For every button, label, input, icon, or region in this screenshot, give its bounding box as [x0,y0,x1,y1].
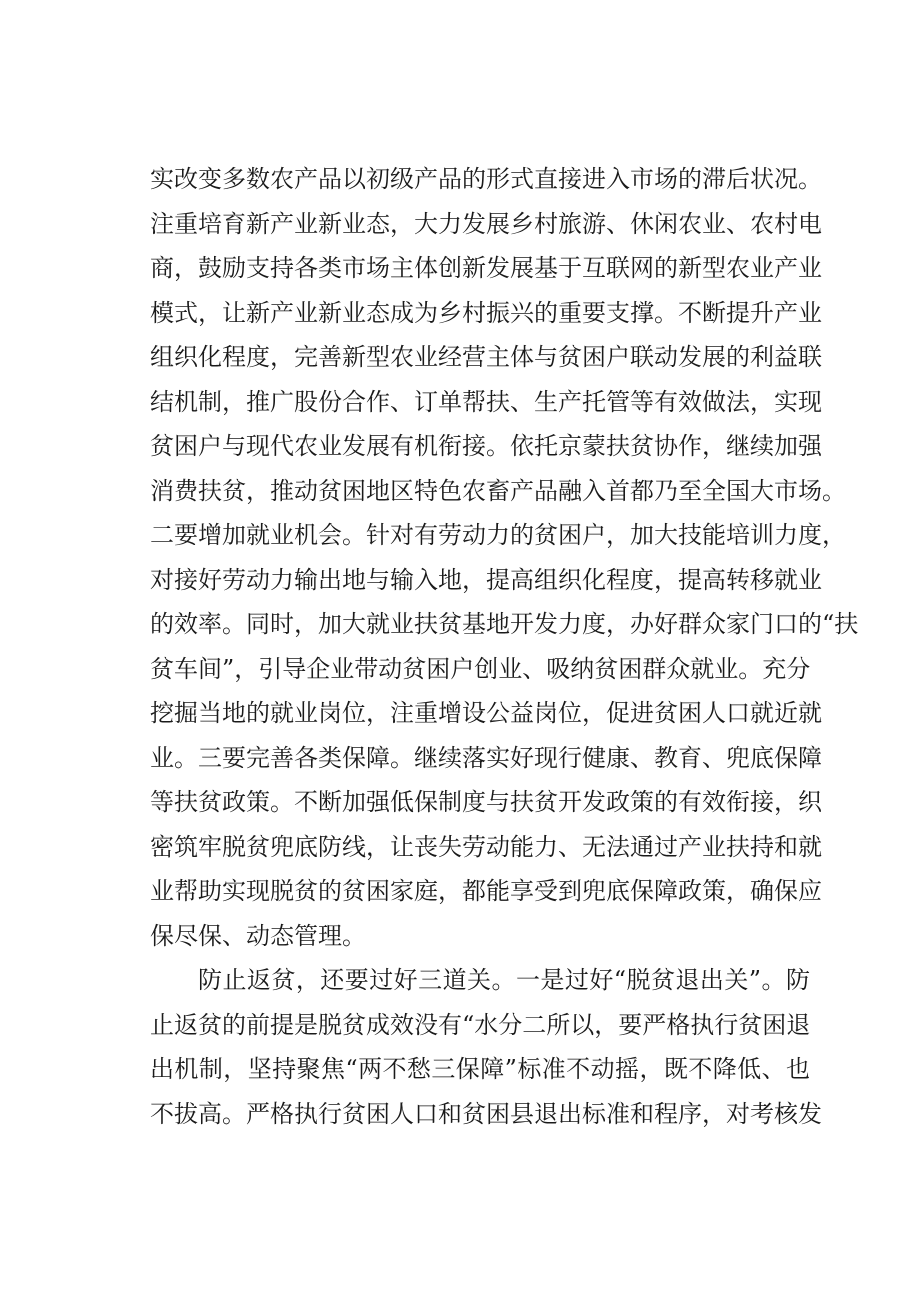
text-line: 密筑牢脱贫兜底防线，让丧失劳动能力、无法通过产业扶持和就 [150,832,822,861]
text-line: 模式，让新产业新业态成为乡村振兴的重要支撑。不断提升产业 [150,298,822,327]
text-line: 贫车间”，引导企业带动贫困户创业、吸纳贫困群众就业。充分 [150,654,811,683]
text-line: 挖掘当地的就业岗位，注重增设公益岗位，促进贫困人口就近就 [150,699,822,727]
text-line: 注重培育新产业新业态，大力发展乡村旅游、休闲农业、农村电 [150,209,822,238]
text-line: 止返贫的前提是脱贫成效没有“水分二所以，要严格执行贫困退 [150,1010,811,1039]
text-line: 对接好劳动力输出地与输入地，提高组织化程度，提高转移就业 [150,565,822,594]
text-line: 商，鼓励支持各类市场主体创新发展基于互联网的新型农业产业 [150,254,822,282]
text-line: 出机制，坚持聚焦“两不愁三保障”标准不动摇，既不降低、也 [150,1055,810,1083]
text-line: 消费扶贫，推动贫困地区特色农畜产品融入首都乃至全国大市场。 [150,476,846,505]
text-line: 防止返贫，还要过好三道关。一是过好“脱贫退出关”。防 [198,966,810,994]
text-line: 实改变多数农产品以初级产品的形式直接进入市场的滞后状况。 [150,165,822,193]
text-line: 结机制，推广股份合作、订单帮扶、生产托管等有效做法，实现 [150,387,822,416]
text-line: 不拔高。严格执行贫困人口和贫困县退出标准和程序，对考核发 [150,1099,822,1128]
paragraph-2 [150,958,822,1136]
text-line: 组织化程度，完善新型农业经营主体与贫困户联动发展的利益联 [150,343,822,371]
text-line: 业。三要完善各类保障。继续落实好现行健康、教育、兜底保障 [150,743,822,772]
text-line: 贫困户与现代农业发展有机衔接。依托京蒙扶贫协作，继续加强 [150,432,822,460]
text-line: 二要增加就业机会。针对有劳动力的贫困户，加大技能培训力度， [150,521,846,549]
text-line: 业帮助实现脱贫的贫困家庭，都能享受到兜底保障政策，确保应 [150,877,822,905]
text-line: 的效率。同时，加大就业扶贫基地开发力度，办好群众家门口的“扶 [150,610,859,638]
paragraph-1 [150,157,859,958]
text-line: 等扶贫政策。不断加强低保制度与扶贫开发政策的有效衔接，织 [150,788,822,816]
body-text [150,157,859,1136]
text-line: 保尽保、动态管理。 [150,921,366,950]
